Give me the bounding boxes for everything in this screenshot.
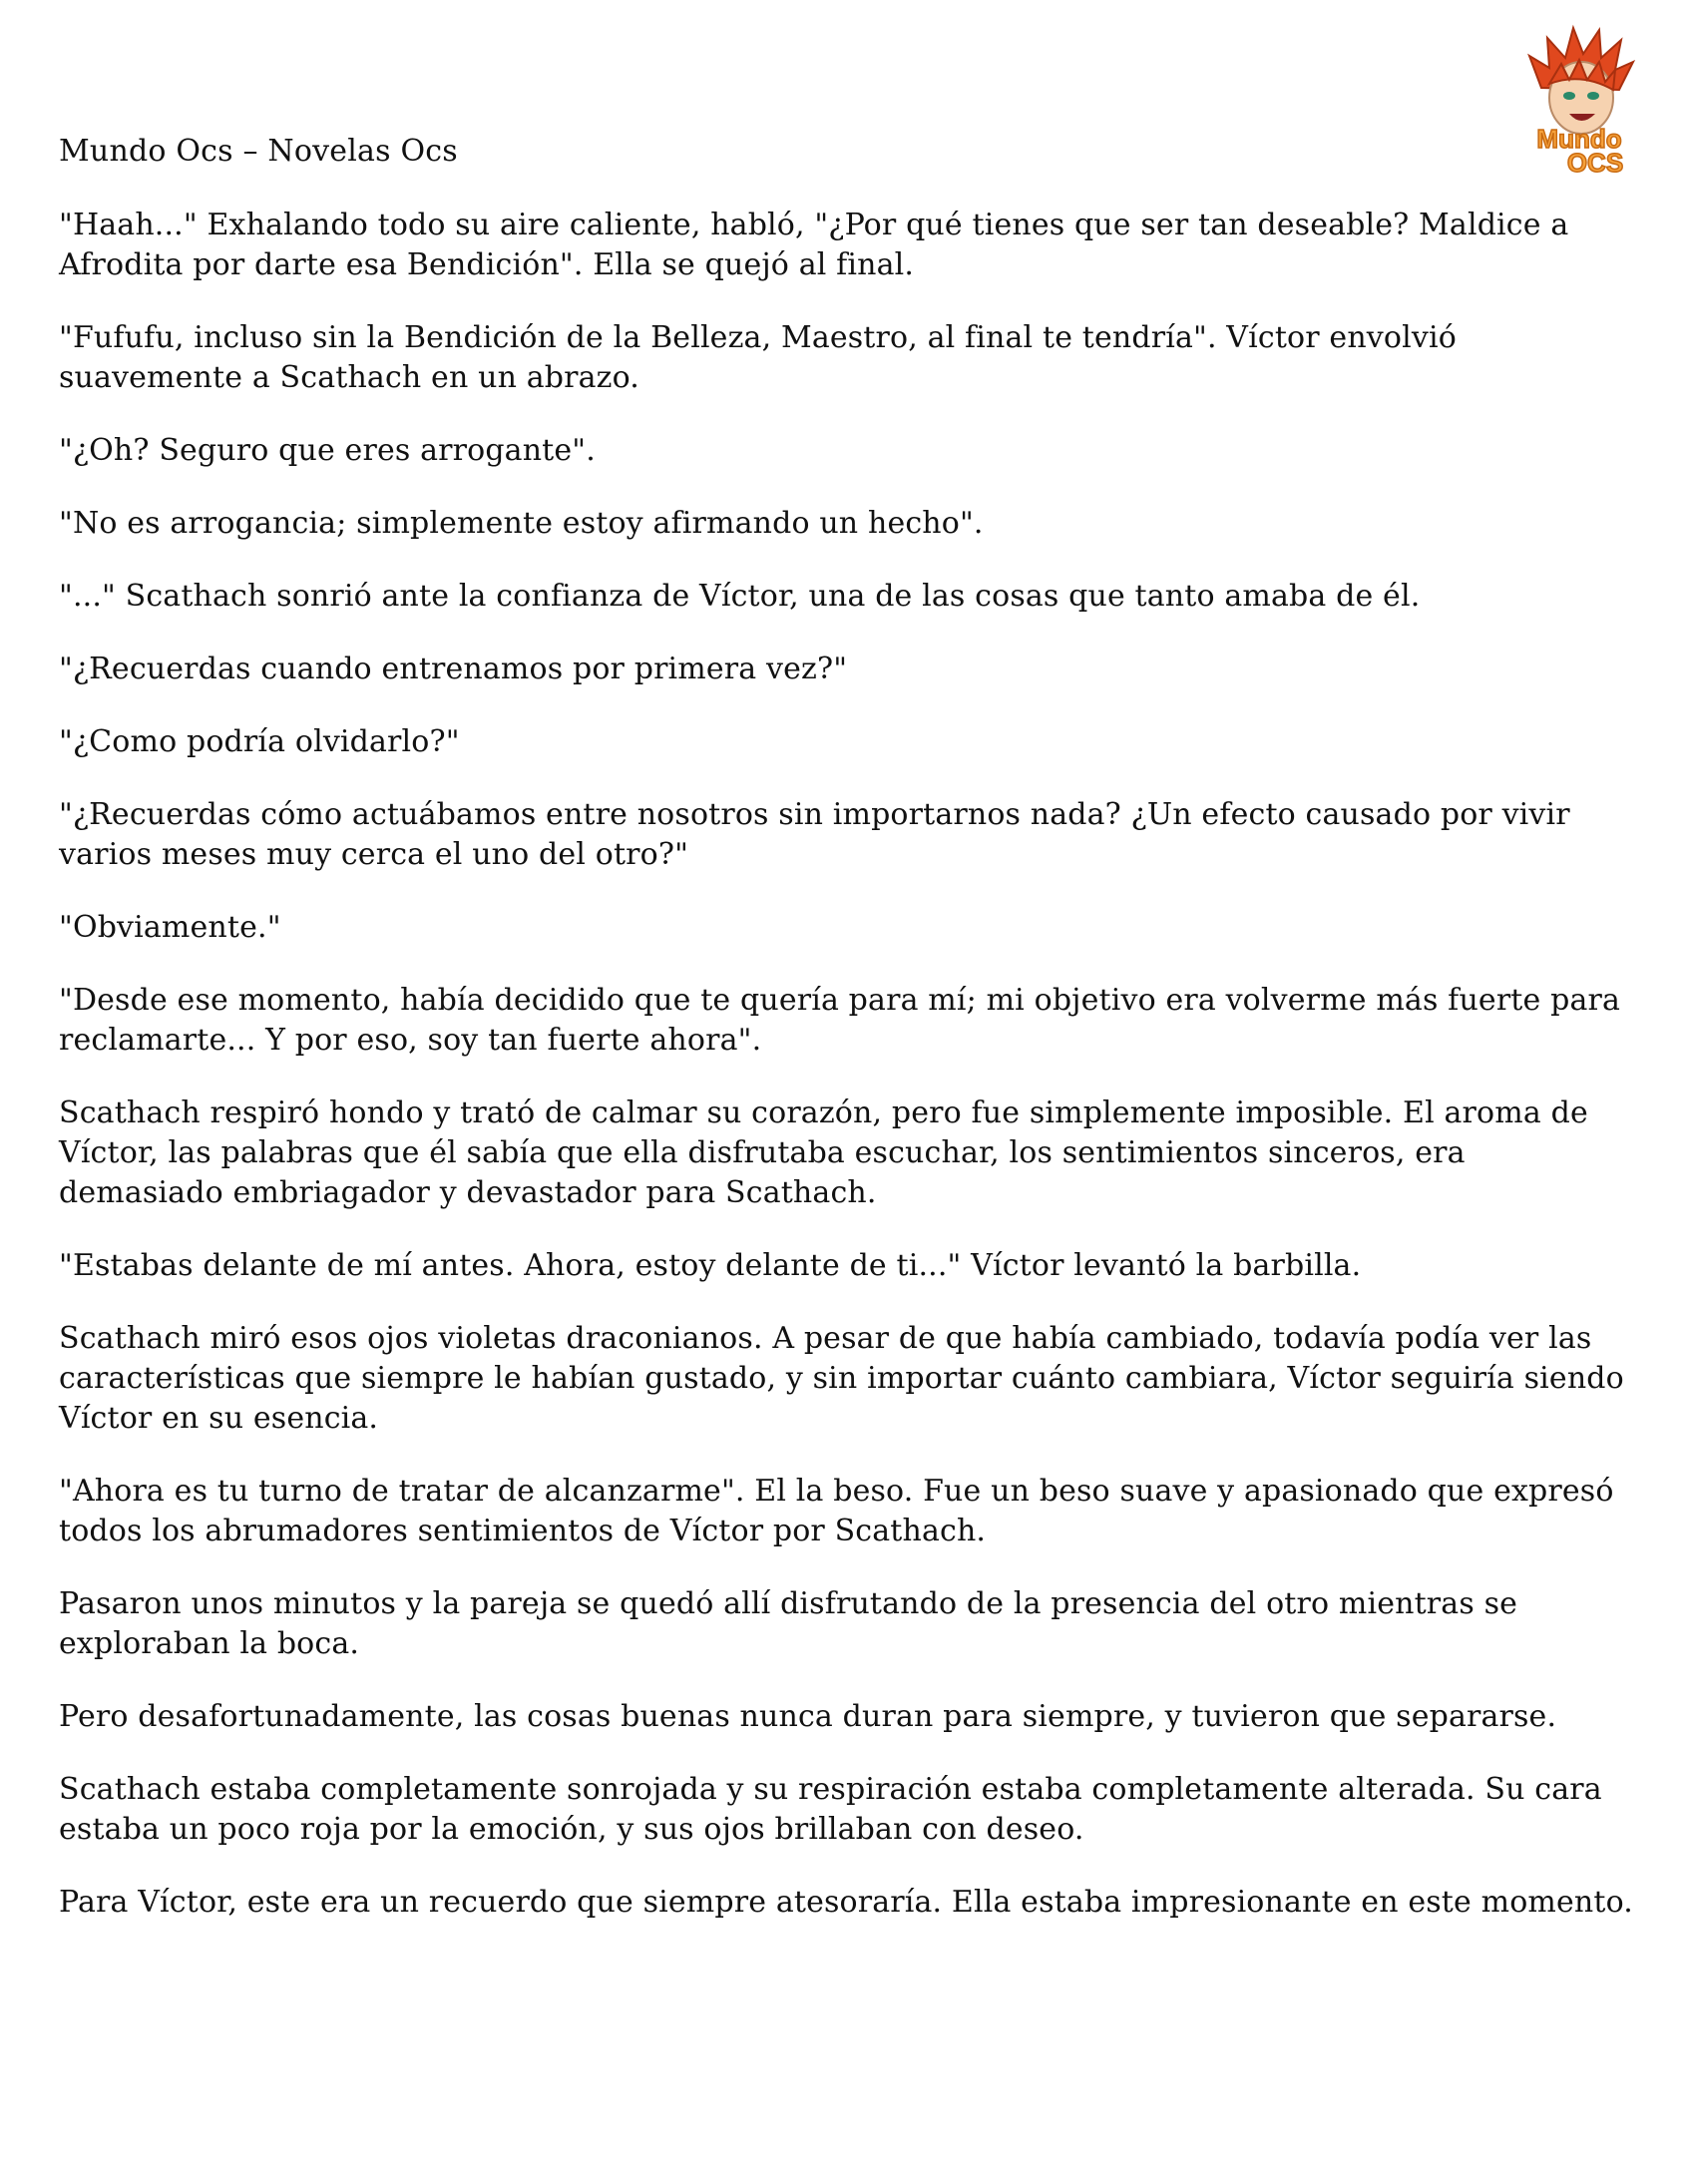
paragraph: Scathach miró esos ojos violetas draconianos. A pesar de que había cambiado, todavía podía ver las características que siempre le habían gustado, y sin importar cuánto cambiara, Víctor seguiría siendo Víctor en su esencia. bbox=[59, 1321, 1624, 1436]
paragraph: "Obviamente." bbox=[59, 910, 281, 945]
paragraph: "¿Recuerdas cómo actuábamos entre nosotros sin importarnos nada? ¿Un efecto causado por vivir varios meses muy cerca el uno del otro?" bbox=[59, 797, 1570, 872]
paragraph: "Desde ese momento, había decidido que te quería para mí; mi objetivo era volverme más fuerte para reclamarte... Y por eso, soy tan fuerte ahora". bbox=[59, 983, 1621, 1058]
document-body bbox=[59, 206, 1635, 1956]
paragraph: "Haah..." Exhalando todo su aire caliente, habló, "¿Por qué tienes que ser tan deseable? Maldice a Afrodita por darte esa Bendición". Ella se quejó al final. bbox=[59, 208, 1569, 282]
paragraph: "¿Oh? Seguro que eres arrogante". bbox=[59, 433, 596, 468]
paragraph: Scathach estaba completamente sonrojada y su respiración estaba completamente alterada. Su cara estaba un poco roja por la emoción, y sus ojos brillaban con deseo. bbox=[59, 1772, 1602, 1847]
paragraph: "¿Como podría olvidarlo?" bbox=[59, 724, 460, 759]
logo-text-bottom: OCS bbox=[1566, 148, 1624, 176]
logo-text-top: Mundo bbox=[1536, 124, 1622, 154]
paragraph: "¿Recuerdas cuando entrenamos por primera vez?" bbox=[59, 652, 848, 686]
mundo-ocs-logo-icon bbox=[1499, 16, 1659, 176]
paragraph: "Fufufu, incluso sin la Bendición de la Belleza, Maestro, al final te tendría". Víctor envolvió suavemente a Scathach en un abrazo. bbox=[59, 320, 1457, 395]
paragraph: Pasaron unos minutos y la pareja se quedó allí disfrutando de la presencia del otro mientras se exploraban la boca. bbox=[59, 1586, 1518, 1661]
paragraph: "No es arrogancia; simplemente estoy afirmando un hecho". bbox=[59, 506, 984, 541]
paragraph: "Ahora es tu turno de tratar de alcanzarme". El la beso. Fue un beso suave y apasionado que expresó todos los abrumadores sentimientos de Víctor por Scathach. bbox=[59, 1474, 1614, 1548]
paragraph: Scathach respiró hondo y trató de calmar su corazón, pero fue simplemente imposible. El aroma de Víctor, las palabras que él sabía que ella disfrutaba escuchar, los sentimientos sinceros, era demasiado embriagador y devastador para Scathach. bbox=[59, 1095, 1588, 1210]
paragraph: "..." Scathach sonrió ante la confianza de Víctor, una de las cosas que tanto amaba de él. bbox=[59, 579, 1421, 614]
page-header-title: Mundo Ocs – Novelas Ocs bbox=[59, 134, 458, 169]
paragraph: Para Víctor, este era un recuerdo que siempre atesoraría. Ella estaba impresionante en este momento. bbox=[59, 1885, 1633, 1920]
paragraph: "Estabas delante de mí antes. Ahora, estoy delante de ti..." Víctor levantó la barbilla. bbox=[59, 1248, 1362, 1283]
paragraph: Pero desafortunadamente, las cosas buenas nunca duran para siempre, y tuvieron que separarse. bbox=[59, 1699, 1557, 1734]
